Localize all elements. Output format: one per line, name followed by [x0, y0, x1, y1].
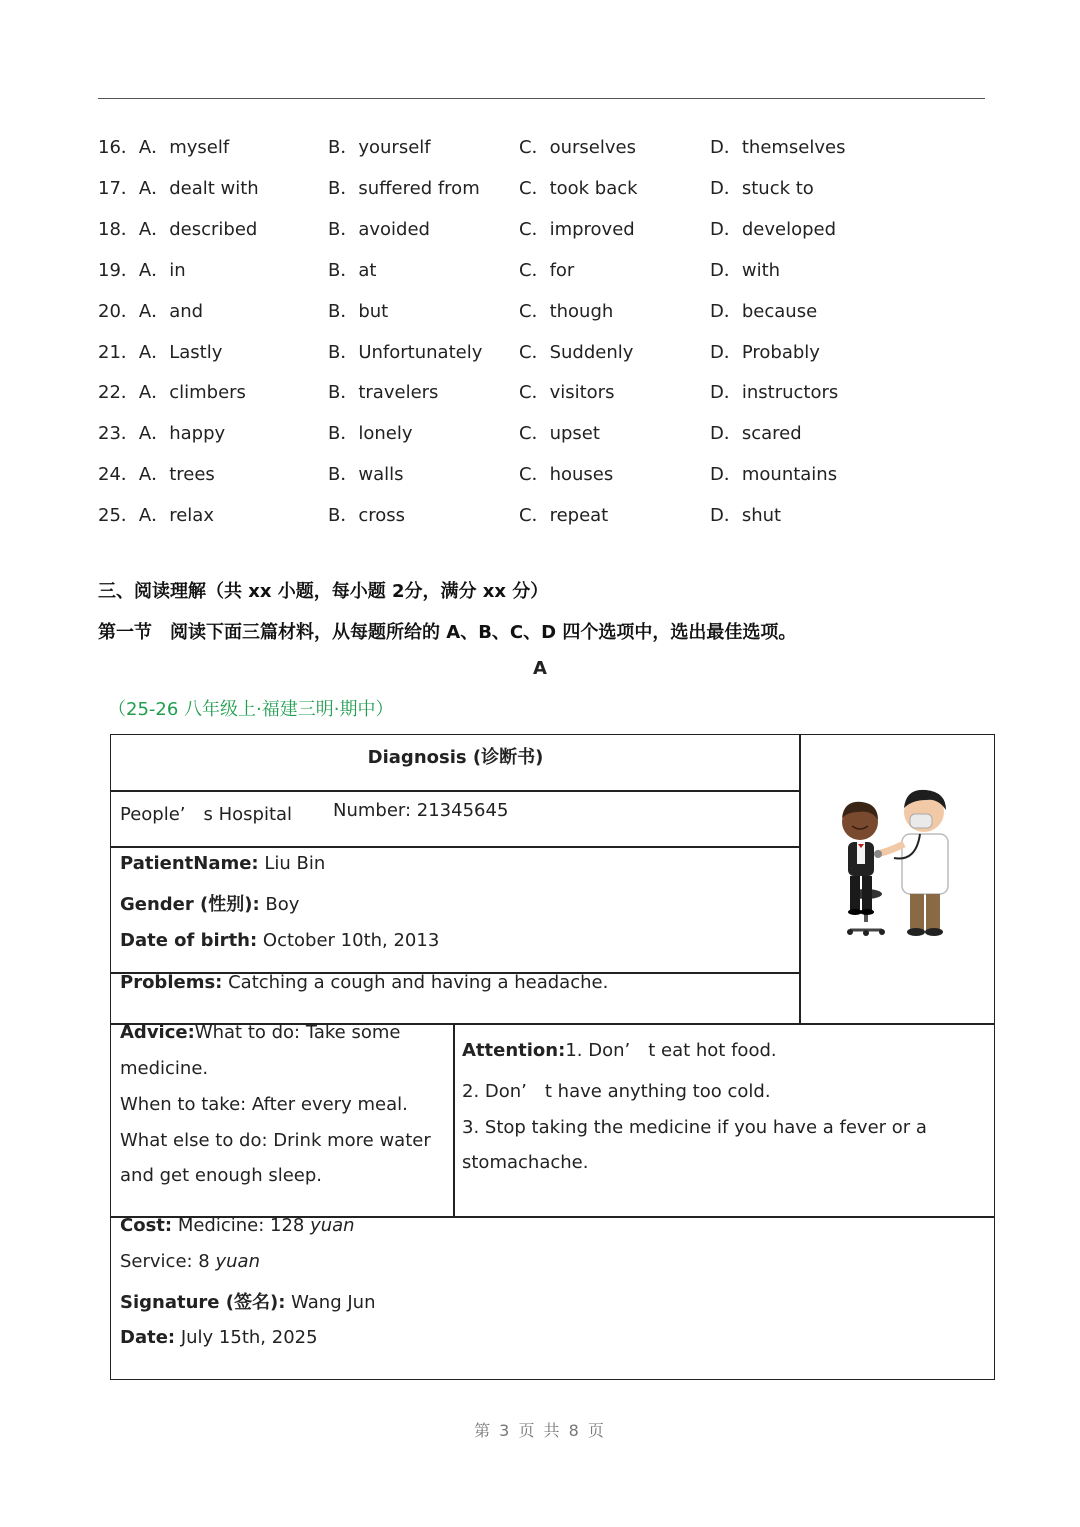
- attention-text-1: 1. Don’ t eat hot food.: [565, 1040, 777, 1061]
- question-number: 24．: [98, 464, 139, 486]
- question-row: [98, 378, 998, 408]
- doctor: [874, 790, 948, 936]
- option-c: C．upset: [519, 423, 600, 445]
- question-row: [98, 256, 998, 286]
- option-a: A．in: [138, 259, 186, 281]
- option-b: B．but: [328, 300, 389, 322]
- question-number: 23．: [98, 423, 139, 445]
- problems-value: Catching a cough and having a headache.: [222, 972, 609, 993]
- cost-label: Cost:: [120, 1215, 173, 1236]
- cost-row: [120, 1215, 355, 1236]
- option-d: D．scared: [710, 423, 802, 445]
- patient-name-label: PatientName:: [120, 853, 259, 874]
- option-c: C．visitors: [519, 382, 615, 404]
- question-row: [98, 133, 998, 163]
- attention-line-1: [462, 1036, 777, 1062]
- section-instructions: 第一节 阅读下面三篇材料，从每题所给的 A、B、C、D 四个选项中，选出最佳选项。: [98, 622, 797, 643]
- cost-unit: yuan: [310, 1215, 355, 1236]
- option-a: A．Lastly: [138, 341, 223, 363]
- hospital-name: People’ s Hospital: [120, 804, 293, 825]
- option-c: C．repeat: [519, 505, 609, 527]
- question-number-and-option-a: [98, 338, 222, 364]
- question-number: 19．: [98, 259, 139, 281]
- dob-value: October 10th, 2013: [257, 930, 440, 951]
- question-row: [98, 174, 998, 204]
- passage-title: A: [533, 658, 547, 679]
- question-row: [98, 501, 998, 531]
- attention-line-3: 3. Stop taking the medicine if you have a fever or a: [462, 1117, 927, 1138]
- advice-line-2: medicine.: [120, 1058, 209, 1079]
- advice-text-1: What to do: Take some: [194, 1022, 401, 1043]
- service-unit: yuan: [215, 1251, 260, 1272]
- service-row: [120, 1251, 260, 1272]
- dob-label: Date of birth:: [120, 930, 258, 951]
- option-b: B．avoided: [328, 218, 430, 240]
- advice-line-5: and get enough sleep.: [120, 1165, 322, 1186]
- question-row: [98, 460, 998, 490]
- date-label: Date:: [120, 1327, 176, 1348]
- option-a: A．happy: [138, 423, 226, 445]
- option-b: B．suffered from: [328, 177, 480, 199]
- option-b: B．at: [328, 259, 377, 281]
- option-c: C．ourselves: [519, 137, 636, 158]
- option-d: D．instructors: [710, 382, 839, 404]
- service-value: Service: 8: [120, 1251, 216, 1272]
- date-row: [120, 1327, 318, 1348]
- gender-label: Gender (性别):: [120, 894, 260, 915]
- source-note: （25-26 八年级上·福建三明·期中）: [108, 699, 394, 720]
- section-heading: 三、阅读理解（共 xx 小题，每小题 2分，满分 xx 分）: [98, 581, 549, 602]
- option-a: A．trees: [138, 464, 215, 486]
- advice-line-1: [120, 1022, 400, 1043]
- question-number-and-option-a: [98, 256, 186, 282]
- page-footer: 第 3 页 共 8 页: [474, 1421, 606, 1440]
- option-d: D．Probably: [710, 341, 820, 363]
- option-d: D．stuck to: [710, 177, 814, 199]
- doctor-patient-illustration: [826, 782, 966, 942]
- problems-row: [120, 972, 608, 993]
- option-b: B．walls: [328, 464, 404, 486]
- question-number-and-option-a: [98, 297, 203, 323]
- advice-cell: [110, 1023, 455, 1218]
- option-c: C．took back: [519, 177, 638, 199]
- option-a: A．relax: [138, 505, 214, 527]
- question-row: [98, 215, 998, 245]
- question-number-and-option-a: [98, 174, 259, 200]
- option-d: D．mountains: [710, 464, 838, 486]
- question-number-and-option-a: [98, 460, 215, 486]
- question-row: [98, 338, 998, 368]
- advice-line-3: When to take: After every meal.: [120, 1094, 408, 1115]
- question-number: 25．: [98, 505, 139, 527]
- date-value: July 15th, 2025: [175, 1327, 318, 1348]
- option-c: C．improved: [519, 218, 635, 240]
- option-b: B．Unfortunately: [328, 341, 483, 363]
- option-a: A．dealt with: [138, 177, 259, 199]
- question-number: 16．: [98, 137, 139, 158]
- diagnosis-number: Number: 21345645: [333, 800, 509, 821]
- question-number-and-option-a: [98, 215, 257, 241]
- option-a: A．climbers: [138, 382, 246, 404]
- attention-label: Attention:: [462, 1040, 566, 1061]
- question-number-and-option-a: [98, 133, 229, 159]
- cost-value: Medicine: 128: [172, 1215, 311, 1236]
- option-a: A．described: [138, 218, 258, 240]
- option-a: A．myself: [138, 137, 230, 158]
- option-d: D．themselves: [710, 137, 846, 158]
- gender-value: Boy: [259, 894, 300, 915]
- signature-row: [120, 1288, 376, 1314]
- gender-row: [120, 890, 299, 916]
- question-number-and-option-a: [98, 419, 225, 445]
- question-row: [98, 297, 998, 327]
- question-number: 21．: [98, 341, 139, 363]
- dob-row: [120, 930, 439, 951]
- option-c: C．houses: [519, 464, 614, 486]
- option-b: B．lonely: [328, 423, 413, 445]
- diagnosis-title: Diagnosis (诊断书): [367, 747, 544, 768]
- patient-name-row: [120, 853, 325, 874]
- attention-line-2: 2. Don’ t have anything too cold.: [462, 1081, 771, 1102]
- option-b: B．cross: [328, 505, 406, 527]
- signature-label: Signature (签名):: [120, 1292, 286, 1313]
- question-number-and-option-a: [98, 378, 246, 404]
- option-d: D．shut: [710, 505, 782, 527]
- question-row: [98, 419, 998, 449]
- option-b: B．yourself: [328, 137, 431, 158]
- option-c: C．though: [519, 300, 614, 322]
- question-number: 17．: [98, 177, 139, 199]
- advice-label: Advice:: [120, 1022, 195, 1043]
- option-d: D．with: [710, 259, 781, 281]
- question-number-and-option-a: [98, 501, 214, 527]
- option-a: A．and: [138, 300, 204, 322]
- patient-name-value: Liu Bin: [258, 853, 326, 874]
- option-d: D．because: [710, 300, 818, 322]
- problems-label: Problems:: [120, 972, 223, 993]
- option-b: B．travelers: [328, 382, 439, 404]
- question-number: 18．: [98, 218, 139, 240]
- option-c: C．for: [519, 259, 575, 281]
- option-d: D．developed: [710, 218, 837, 240]
- attention-line-4: stomachache.: [462, 1152, 589, 1173]
- signature-value: Wang Jun: [285, 1292, 376, 1313]
- question-number: 20．: [98, 300, 139, 322]
- header-rule: [98, 98, 985, 99]
- question-number: 22．: [98, 382, 139, 404]
- option-c: C．Suddenly: [519, 341, 634, 363]
- advice-line-4: What else to do: Drink more water: [120, 1130, 431, 1151]
